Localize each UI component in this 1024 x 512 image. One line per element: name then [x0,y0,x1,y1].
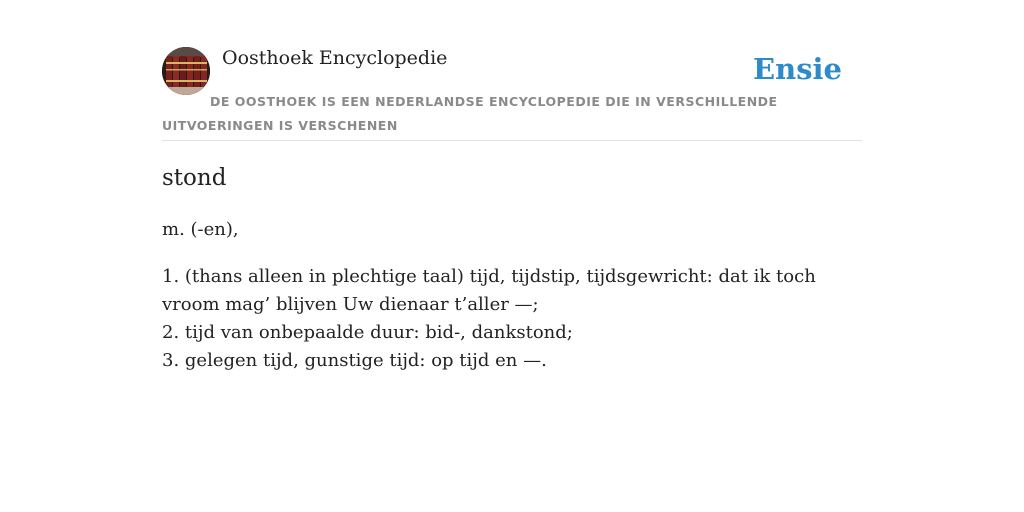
entry-content [162,162,862,375]
entry-grammar: m. (-en), [162,219,239,240]
source-description: DE OOSTHOEK IS EEN NEDERLANDSE ENCYCLOPEDIE DIE IN VERSCHILLENDE UITVOERINGEN IS VERSCHENEN [162,94,778,133]
source-title[interactable]: Oosthoek Encyclopedie [222,47,448,69]
avatar-image [162,47,210,95]
book-shelf-avatar-icon[interactable] [162,47,210,95]
entry-sense: 2. tijd van onbepaalde duur: bid-, dankstond; [162,322,573,343]
entry-word: stond [162,165,227,191]
entry-sense: 3. gelegen tijd, gunstige tijd: op tijd en —. [162,350,547,371]
brand-logo[interactable]: Ensie [753,52,842,86]
entry-sense: 1. (thans alleen in plechtige taal) tijd, tijdstip, tijdsgewricht: dat ik toch vroom mag’ blijven Uw dienaar t’aller —; [162,266,816,315]
source-header [162,46,862,141]
entry-senses [162,263,862,375]
